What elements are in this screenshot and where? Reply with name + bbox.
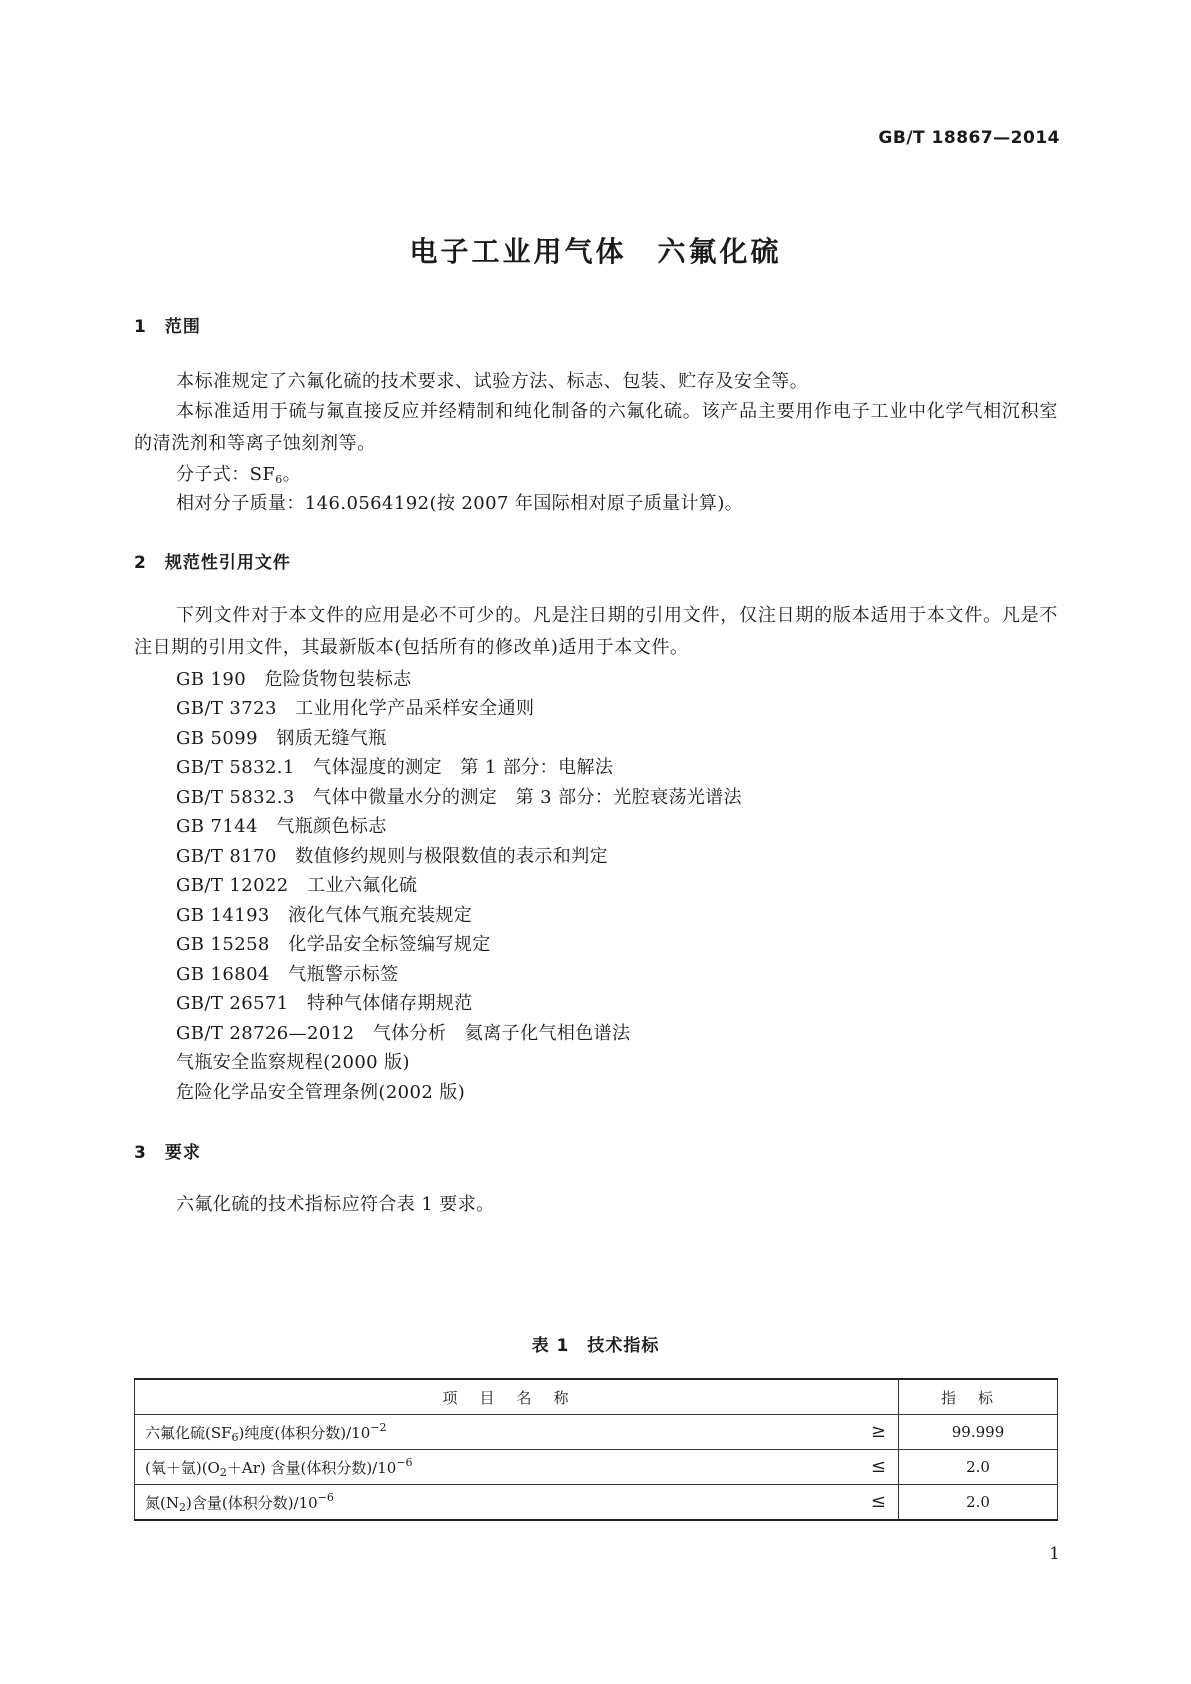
reference-item: GB 7144 气瓶颜色标志 — [176, 816, 387, 837]
table-cell-item: (氧＋氩)$(O_2+Ar)$ 含量(体积分数)$/10^{-6}$ ≤ — [135, 1450, 899, 1485]
reference-item: GB 5099 钢质无缝气瓶 — [176, 728, 387, 749]
technical-spec-table — [134, 1378, 1058, 1521]
section-1-paragraph-1: 本标准规定了六氟化硫的技术要求、试验方法、标志、包装、贮存及安全等。 — [176, 371, 809, 392]
column-header-item: 项目名称 — [135, 1379, 899, 1415]
table-row — [135, 1485, 1058, 1521]
molecular-formula: 分子式：$SF_6$。 — [176, 464, 302, 486]
molecular-mass: 相对分子质量：146.0564192(按 2007 年国际相对原子质量计算)。 — [176, 493, 744, 514]
table-header-row — [135, 1379, 1058, 1415]
table-row — [135, 1415, 1058, 1450]
section-3-paragraph: 六氟化硫的技术指标应符合表 1 要求。 — [176, 1194, 495, 1215]
section-1-heading: 1 范围 — [134, 317, 201, 337]
page-number: 1 — [1049, 1544, 1060, 1564]
table-cell-item: 六氟化硫$(SF_6)$纯度(体积分数)$/10^{-2}$ ≥ — [135, 1415, 899, 1450]
reference-item: GB/T 26571 特种气体储存期规范 — [176, 993, 473, 1014]
table-cell-value: 99.999 — [899, 1415, 1058, 1450]
table-row — [135, 1450, 1058, 1485]
section-2-heading: 2 规范性引用文件 — [134, 553, 291, 573]
section-2-intro: 下列文件对于本文件的应用是必不可少的。凡是注日期的引用文件，仅注日期的版本适用于本文件。凡是不注日期的引用文件，其最新版本(包括所有的修改单)适用于本文件。 — [134, 605, 1058, 658]
reference-item: GB/T 5832.1 气体湿度的测定 第 1 部分：电解法 — [176, 757, 614, 778]
standard-code: GB/T 18867—2014 — [878, 128, 1060, 148]
comparison-symbol: ≥ — [870, 1421, 886, 1442]
reference-item: GB 15258 化学品安全标签编写规定 — [176, 934, 491, 955]
reference-item: 气瓶安全监察规程(2000 版) — [176, 1052, 410, 1073]
column-header-value: 指标 — [899, 1379, 1058, 1415]
section-3-heading: 3 要求 — [134, 1143, 201, 1163]
table-cell-item: 氮$(N_2)$含量(体积分数)$/10^{-6}$ ≤ — [135, 1485, 899, 1521]
table-caption: 表 1 技术指标 — [531, 1336, 660, 1356]
section-1-paragraph-2: 本标准适用于硫与氟直接反应并经精制和纯化制备的六氟化硫。该产品主要用作电子工业中化学气相沉积室的清洗剂和等离子蚀刻剂等。 — [134, 401, 1058, 454]
document-title: 电子工业用气体 六氟化硫 — [409, 235, 782, 268]
reference-item: GB 14193 液化气体气瓶充装规定 — [176, 905, 473, 926]
reference-item: 危险化学品安全管理条例(2002 版) — [176, 1082, 466, 1103]
comparison-symbol: ≤ — [870, 1491, 886, 1512]
table-cell-value: 2.0 — [899, 1485, 1058, 1521]
comparison-symbol: ≤ — [870, 1456, 886, 1477]
reference-item: GB/T 28726—2012 气体分析 氦离子化气相色谱法 — [176, 1023, 631, 1044]
reference-item: GB 16804 气瓶警示标签 — [176, 964, 399, 985]
reference-item: GB/T 3723 工业用化学产品采样安全通则 — [176, 698, 535, 719]
table-cell-value: 2.0 — [899, 1450, 1058, 1485]
reference-item: GB/T 5832.3 气体中微量水分的测定 第 3 部分：光腔衰荡光谱法 — [176, 787, 743, 808]
reference-item: GB 190 危险货物包装标志 — [176, 669, 412, 690]
reference-item: GB/T 12022 工业六氟化硫 — [176, 875, 418, 896]
reference-item: GB/T 8170 数值修约规则与极限数值的表示和判定 — [176, 846, 609, 867]
